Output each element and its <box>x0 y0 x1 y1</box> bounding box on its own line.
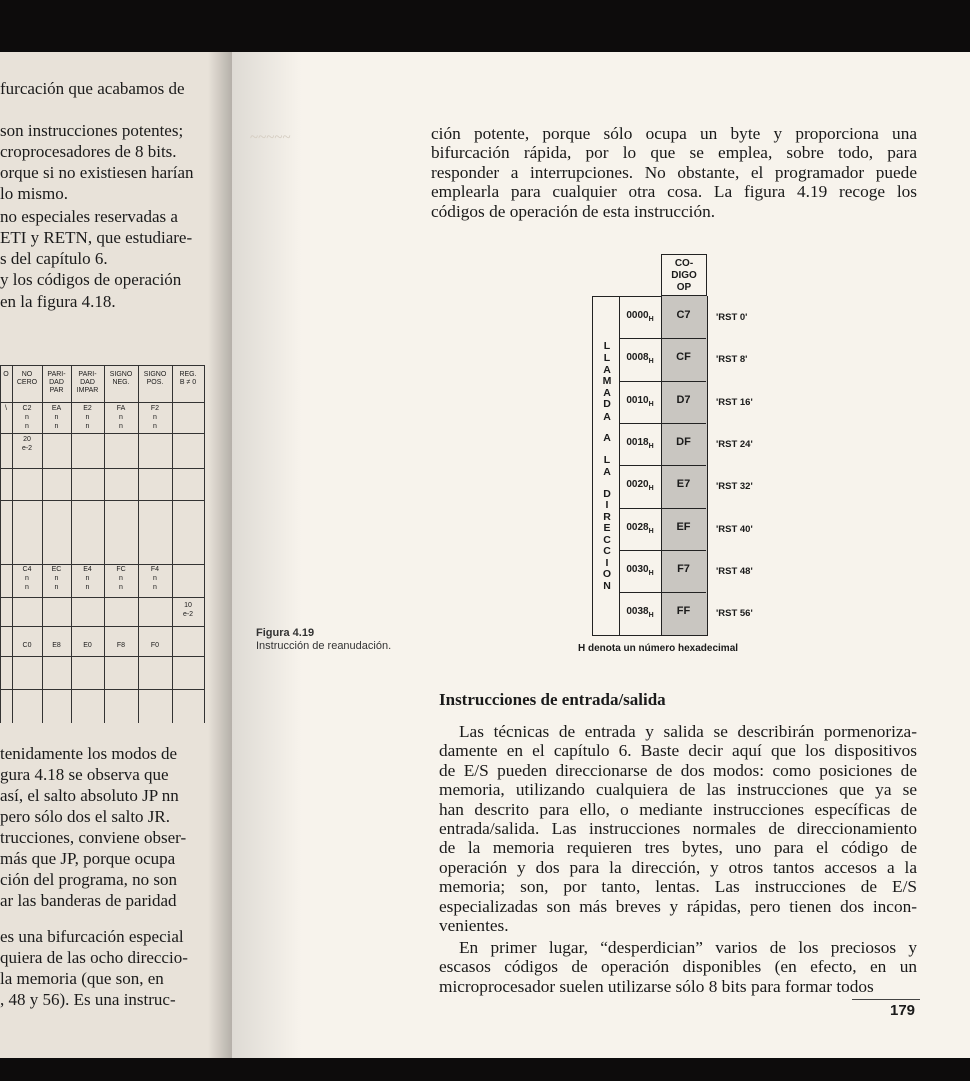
table-rule <box>0 468 204 469</box>
row-divider <box>620 381 706 382</box>
left-text-line: no especiales reservadas a <box>0 207 178 226</box>
table-cell: E4 n n <box>83 566 92 591</box>
address-suffix: H <box>648 527 654 535</box>
text-line: operación y dos para la dirección, y otros tantos accesos a la <box>439 857 917 877</box>
side-label-letter: M <box>602 375 612 387</box>
text-line: entrada/salida. Las instrucciones normales de direccionamiento <box>439 819 917 839</box>
side-label-letter: A <box>603 466 611 478</box>
table-header: PARI- DAD IMPAR <box>76 371 99 394</box>
side-label-letter: A <box>603 364 611 376</box>
text-line: especializadas son más breves y rápidas, pero tienen dos incon- <box>439 896 917 916</box>
side-label-letter: D <box>603 398 611 410</box>
address-suffix: H <box>648 569 654 577</box>
row-mnemonic: 'RST 16' <box>716 396 753 408</box>
table-cell: C0 <box>22 642 32 649</box>
left-text-line: quiera de las ocho direccio- <box>0 948 188 967</box>
table-header: O <box>3 371 9 378</box>
opcode-header-line: CO- <box>674 258 694 269</box>
table-rule <box>0 689 204 690</box>
address-value: 0018 <box>626 436 649 448</box>
row-opcode: F7 <box>677 562 690 575</box>
left-text-line: trucciones, conviene obser- <box>0 828 187 847</box>
side-label-letter: E <box>603 522 611 534</box>
table-header: SIGNO POS. <box>143 371 167 386</box>
row-divider <box>620 465 706 466</box>
address-value: 0020 <box>626 479 649 491</box>
row-address <box>620 522 660 535</box>
side-label-letter: A <box>603 432 611 444</box>
table-rule <box>0 626 204 627</box>
row-address <box>620 437 660 450</box>
row-opcode: DF <box>676 435 691 448</box>
row-divider <box>620 550 706 551</box>
row-mnemonic: 'RST 8' <box>716 354 748 366</box>
text-line: venientes. <box>439 916 509 936</box>
table-cell: E2 n n <box>83 405 92 430</box>
intro-paragraph <box>431 124 917 221</box>
text-line: damente en el capítulo 6. Baste decir aquí que los dispositivos <box>439 741 917 761</box>
row-address <box>620 395 660 408</box>
row-address <box>620 479 660 492</box>
text-line: En primer lugar, “desperdician” varios de los preciosos y <box>459 938 917 957</box>
side-label-letter: A <box>603 411 611 423</box>
opcode-header-line: OP <box>676 282 692 293</box>
row-mnemonic: 'RST 48' <box>716 565 753 577</box>
row-mnemonic: 'RST 40' <box>716 523 753 535</box>
side-label-letter: A <box>603 387 611 399</box>
text-line: escasos códigos de operación disponibles (en efecto, en un <box>439 957 917 977</box>
row-divider <box>620 338 706 339</box>
address-suffix: H <box>648 316 654 323</box>
side-label-letter: I <box>605 499 609 511</box>
text-line: bifurcación rápida, por lo que se emplea, sobre todo, para <box>431 143 917 163</box>
left-text-line: , 48 y 56). Es una instruc- <box>0 990 176 1009</box>
row-address <box>620 606 660 619</box>
address-suffix: H <box>648 442 654 450</box>
left-text-line: furcación que acabamos de <box>0 79 185 98</box>
row-address <box>620 310 660 323</box>
table-rule <box>0 656 204 657</box>
figure-number: Figura 4.19 <box>256 627 315 639</box>
table-header: PARI- DAD PAR <box>47 371 66 394</box>
row-mnemonic: 'RST 0' <box>716 312 748 323</box>
text-line: memoria, utilizando cualquiera de las instrucciones que ya se <box>439 780 917 800</box>
row-opcode: D7 <box>676 393 691 406</box>
table-cell: EC n n <box>51 566 62 591</box>
row-mnemonic: 'RST 24' <box>716 438 753 450</box>
left-text-line: ar las banderas de paridad <box>0 891 177 910</box>
table-rule <box>0 433 204 434</box>
text-line: ción potente, porque sólo ocupa un byte y proporciona una <box>431 124 917 143</box>
table-cell: C4 n n <box>22 566 32 591</box>
figure-footnote: H denota un número hexadecimal <box>578 643 739 654</box>
table-rule <box>0 500 204 501</box>
row-opcode: C7 <box>676 309 691 321</box>
row-opcode: CF <box>676 351 691 364</box>
table-rule <box>0 365 204 366</box>
side-label-letter: N <box>603 580 611 592</box>
left-text-line: la memoria (que son, en <box>0 969 164 988</box>
table-cell: \ <box>5 405 7 412</box>
opcode-header-line: DIGO <box>671 270 697 281</box>
table-cell: 20 e-2 <box>21 436 33 452</box>
text-line: Las técnicas de entrada y salida se describirán pormenoriza- <box>459 722 917 741</box>
row-address <box>620 352 660 365</box>
left-text-line: tenidamente los modos de <box>0 744 178 763</box>
side-label-letter: C <box>603 545 611 557</box>
text-line: códigos de operación de esta instrucción. <box>431 201 716 221</box>
left-page <box>0 52 238 1058</box>
text-line: memoria; son, por tanto, lentas. Las instrucciones de E/S <box>439 877 917 897</box>
address-value: 0000 <box>626 310 649 321</box>
table-header: NO CERO <box>16 371 38 386</box>
address-value: 0038 <box>626 606 649 618</box>
scan-border-bottom <box>0 1058 970 1081</box>
row-mnemonic: 'RST 56' <box>716 608 753 620</box>
table-header: SIGNO NEG. <box>109 371 133 386</box>
table-cell: E8 <box>52 642 61 649</box>
left-text-line: orque si no existiesen harían <box>0 163 194 182</box>
page-number: 179 <box>890 1002 916 1019</box>
side-label-letter: R <box>603 511 611 523</box>
io-paragraph-2 <box>439 938 917 996</box>
row-divider <box>620 423 706 424</box>
table-cell: C2 n n <box>22 405 32 430</box>
table-cell: F0 <box>150 642 160 649</box>
left-text-line: pero sólo dos el salto JR. <box>0 807 170 826</box>
side-label-letter: D <box>603 488 611 500</box>
figure-caption <box>256 627 391 653</box>
table-cell: EA n n <box>51 405 62 430</box>
left-text-line: lo mismo. <box>0 184 69 203</box>
table-rule <box>0 365 1 723</box>
table-cell: F4 n n <box>150 566 160 591</box>
address-value: 0030 <box>626 563 649 575</box>
row-divider <box>620 508 706 509</box>
text-line: microprocesador suelen utilizarse sólo 8 bits para formar todos <box>439 976 874 996</box>
row-opcode: E7 <box>676 478 691 491</box>
text-line: han descrito para ello, o mediante instrucciones específicas de <box>439 799 917 819</box>
opcode-header-label <box>662 255 706 294</box>
left-text-line: gura 4.18 se observa que <box>0 765 169 784</box>
scan-border-top <box>0 0 970 52</box>
left-text-line: en la figura 4.18. <box>0 292 116 311</box>
address-suffix: H <box>648 400 654 408</box>
left-text-line: son instrucciones potentes; <box>0 121 184 140</box>
left-text-line: y los códigos de operación <box>0 270 182 289</box>
table-cell: F8 <box>116 642 126 649</box>
side-label-letter: I <box>605 557 609 569</box>
table-cell: FC n n <box>116 566 126 591</box>
table-cell: E0 <box>83 642 92 649</box>
left-text-line: así, el salto absoluto JP nn <box>0 786 179 805</box>
left-text-line: más que JP, porque ocupa <box>0 849 176 868</box>
left-text-line: s del capítulo 6. <box>0 249 108 268</box>
row-opcode: FF <box>676 605 691 618</box>
address-suffix: H <box>648 358 654 366</box>
text-line: responder a interrupciones. No obstante, el programador puede <box>431 162 917 182</box>
opcode-header-box <box>661 254 707 296</box>
left-text-line: ETI y RETN, que estudiare- <box>0 228 193 247</box>
left-text-line: croprocesadores de 8 bits. <box>0 142 177 161</box>
page-number-rule <box>852 999 920 1000</box>
text-line: de la memoria requieren tres bytes, uno para el código de <box>439 838 917 858</box>
table-header: REG. B ≠ 0 <box>179 371 197 386</box>
text-line: emplearla para cualquier otra cosa. La figura 4.19 recoge los <box>431 182 917 202</box>
left-page-table <box>0 365 204 723</box>
text-line: de E/S pueden direccionarse de dos modos: como posiciones de <box>439 760 917 780</box>
io-paragraph-1 <box>439 722 917 935</box>
table-rule <box>0 597 204 598</box>
table-cell: FA n n <box>116 405 126 430</box>
side-label-letter: L <box>603 352 611 364</box>
side-label-letter: O <box>602 568 612 580</box>
side-label-letter: C <box>603 534 611 546</box>
side-label-letter: L <box>603 340 611 352</box>
address-value: 0028 <box>626 521 649 533</box>
table-rule <box>0 402 204 403</box>
side-label-letter: L <box>603 454 611 466</box>
address-value: 0008 <box>626 352 649 364</box>
table-cell: F2 n n <box>150 405 160 430</box>
left-text-line: es una bifurcación especial <box>0 927 184 946</box>
row-divider <box>620 592 706 593</box>
row-address <box>620 564 660 577</box>
address-value: 0010 <box>626 394 649 406</box>
table-rule <box>204 365 205 723</box>
address-suffix: H <box>648 612 654 620</box>
figure-caption-text: Instrucción de reanudación. <box>256 640 392 652</box>
section-title: Instrucciones de entrada/salida <box>439 690 666 709</box>
table-rule <box>172 365 173 723</box>
table-cell: 10 e-2 <box>182 602 194 618</box>
left-text-line: ción del programa, no son <box>0 870 178 889</box>
row-mnemonic: 'RST 32' <box>716 481 753 493</box>
row-opcode: EF <box>676 520 691 533</box>
address-suffix: H <box>648 485 654 493</box>
